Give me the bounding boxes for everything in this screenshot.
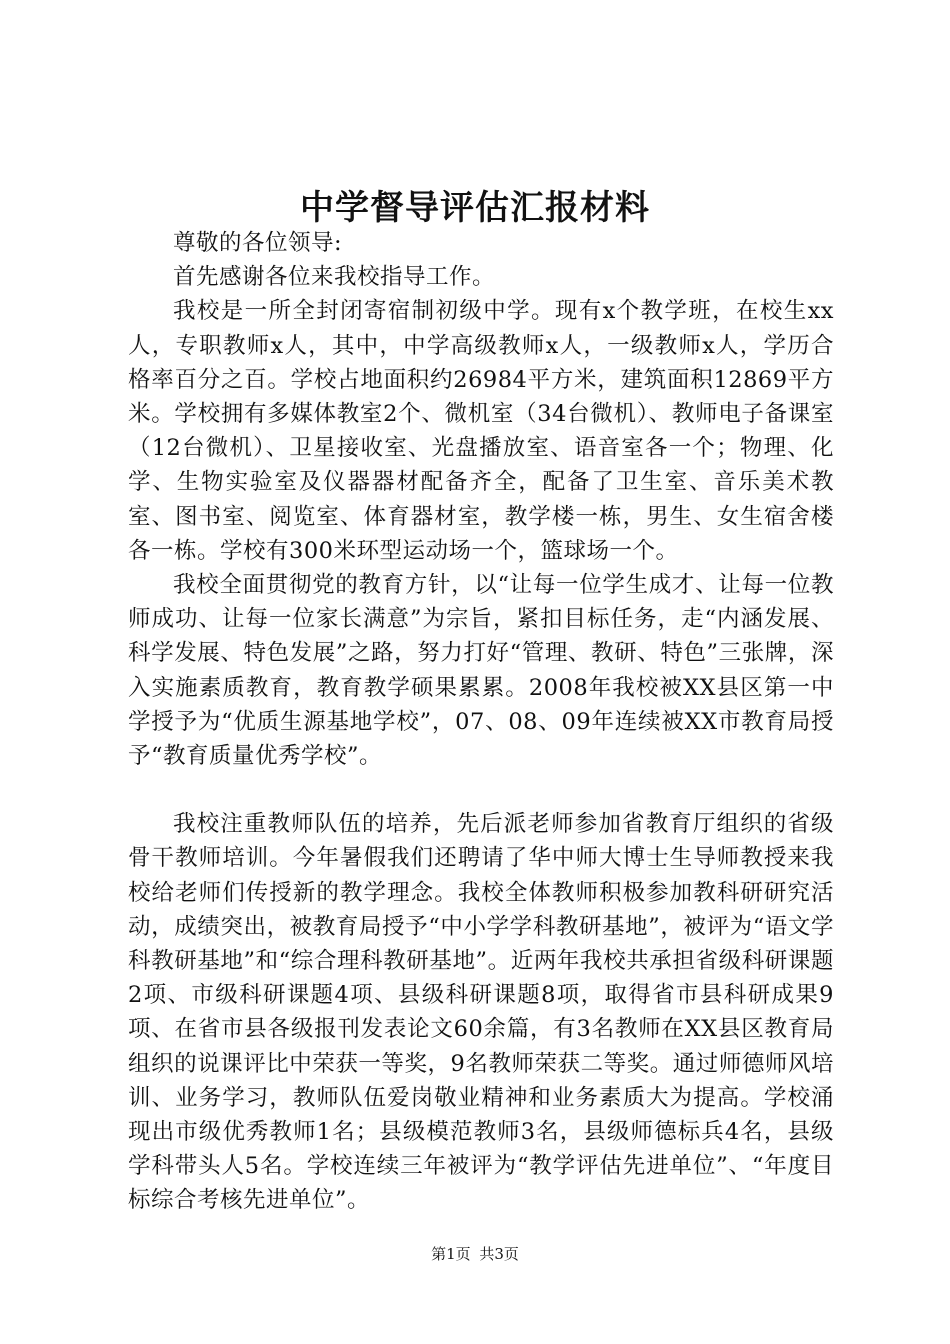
- document-body: [128, 226, 834, 1218]
- opening-paragraph: 首先感谢各位来我校指导工作。: [173, 264, 496, 291]
- document-title: 中学督导评估汇报材料: [300, 188, 650, 228]
- education-policy-paragraph: 我校全面贯彻党的教育方针，以“让每一位学生成才、让每一位教师成功、让每一位家长满意”为宗旨，紧扣目标任务，走“内涵发展、科学发展、特色发展”之路，努力打好“管理、教研、特色”三张牌，深入实施素质教育，教育教学硕果累累。2008年我校被XX县区第一中学授予为“优质生源基地学校”，07、08、09年连续被XX市教育局授予“教育质量优秀学校”。: [128, 572, 834, 770]
- salutation: 尊敬的各位领导:: [173, 230, 343, 256]
- page-footer: [0, 1244, 950, 1264]
- school-overview-paragraph: 我校是一所全封闭寄宿制初级中学。现有x个教学班，在校生xx人，专职教师x人，其中，中学高级教师x人，一级教师x人，学历合格率百分之百。学校占地面积约26984平方米，建筑面积12869平方米。学校拥有多媒体教室2个、微机室（34台微机）、教师电子备课室（12台微机）、卫星接收室、光盘播放室、语音室各一个；物理、化学、生物实验室及仪器器材配备齐全，配备了卫生室、音乐美术教室、图书室、阅览室、体育器材室，教学楼一栋，男生、女生宿舍楼各一栋。学校有300米环型运动场一个，篮球场一个。: [128, 298, 834, 564]
- teacher-training-paragraph: 我校注重教师队伍的培养，先后派老师参加省教育厅组织的省级骨干教师培训。今年暑假我们还聘请了华中师大博士生导师教授来我校给老师们传授新的教学理念。我校全体教师积极参加教科研研究活动，成绩突出，被教育局授予“中小学学科教研基地”，被评为“语文学科教研基地”和“综合理科教研基地”。近两年我校共承担省级科研课题2项、市级科研课题4项、县级科研课题8项，取得省市县科研成果9项、在省市县各级报刊发表论文60余篇，有3名教师在XX县区教育局组织的说课评比中荣获一等奖，9名教师荣获二等奖。通过师德师风培训、业务学习，教师队伍爱岗敬业精神和业务素质大为提高。学校涌现出市级优秀教师1名；县级模范教师3名，县级师德标兵4名，县级学科带头人5名。学校连续三年被评为“教学评估先进单位”、“年度目标综合考核先进单位”。: [128, 811, 834, 1214]
- page-total: 共3页: [479, 1245, 519, 1263]
- page-number: 第1页: [431, 1245, 471, 1263]
